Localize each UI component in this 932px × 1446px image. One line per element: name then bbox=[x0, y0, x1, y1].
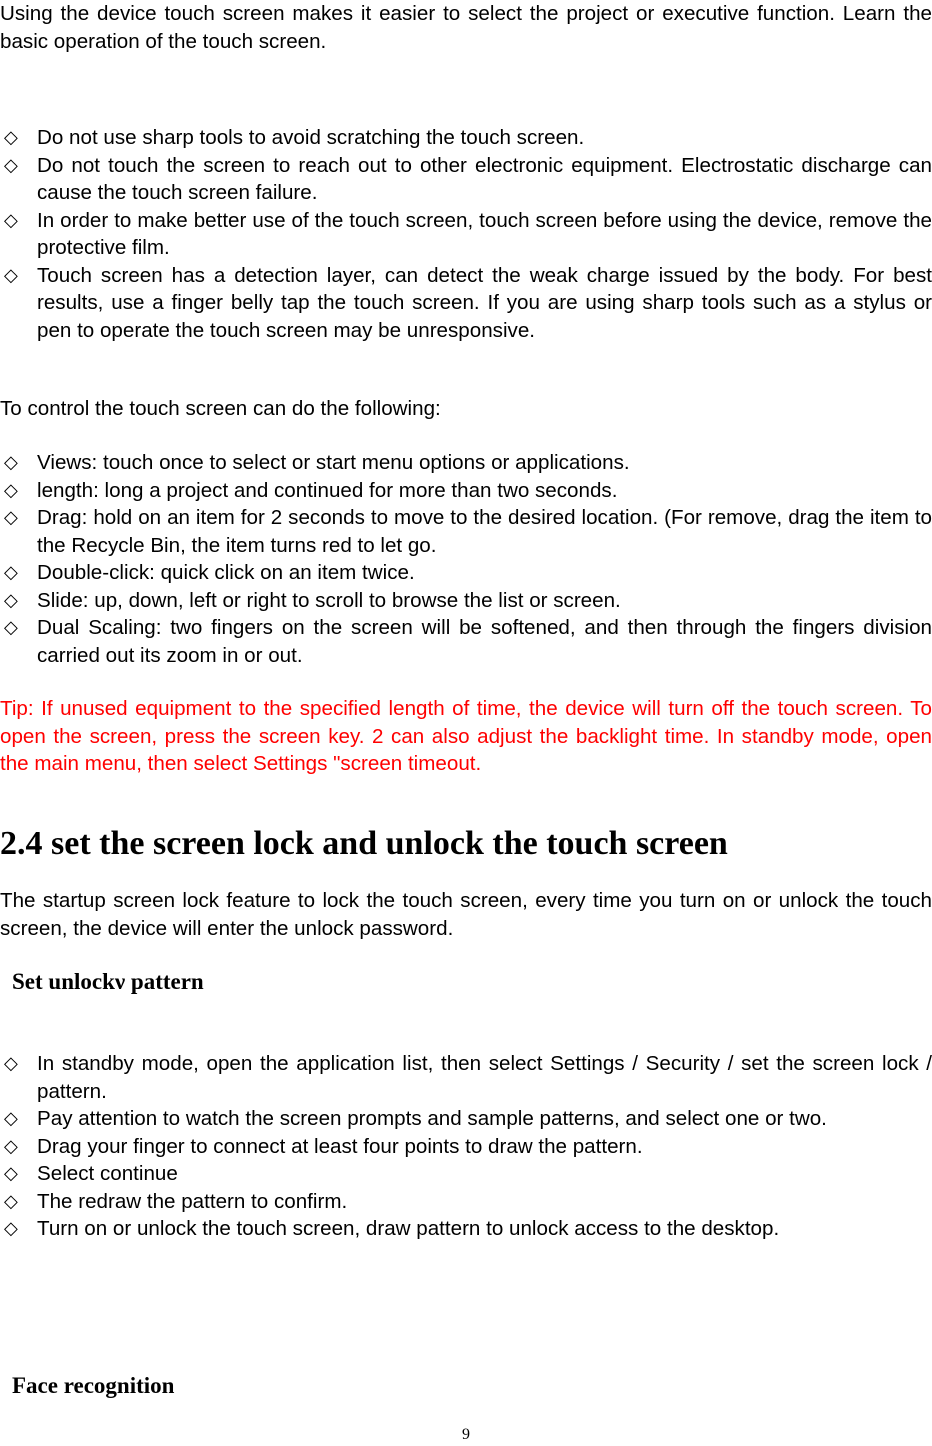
diamond-bullet-icon: ◇ bbox=[4, 1190, 18, 1212]
list-item: ◇ Drag your finger to connect at least four points to draw the pattern. bbox=[0, 1133, 932, 1161]
tip-paragraph: Tip: If unused equipment to the specified length of time, the device will turn off the touch screen. To open the screen, press the screen key. 2 can also adjust the backlight time. In standby mode, open the main menu, then select Settings "screen timeout. bbox=[0, 697, 932, 775]
diamond-bullet-icon: ◇ bbox=[4, 127, 18, 148]
diamond-bullet-icon: ◇ bbox=[4, 562, 18, 583]
list-item: ◇ Drag: hold on an item for 2 seconds to move to the desired location. (For remove, drag the item to the Recycle Bin, the item turns red to let go. bbox=[4, 506, 932, 557]
face-recognition-heading: Face recognition bbox=[12, 1373, 175, 1398]
diamond-bullet-icon: ◇ bbox=[4, 1218, 18, 1239]
intro-paragraph: Using the device touch screen makes it easier to select the project or executive function. Learn the basic operation of the touch screen. bbox=[0, 2, 932, 53]
diamond-bullet-icon: ◇ bbox=[4, 209, 18, 231]
list-item: ◇ length: long a project and continued for more than two seconds. bbox=[0, 477, 932, 505]
list-item: ◇ Dual Scaling: two fingers on the screen will be softened, and then through the fingers division carried out its zoom in or out. bbox=[4, 616, 932, 667]
unlock-steps-list bbox=[0, 1050, 932, 1243]
unlock-pattern-heading: Set unlockν pattern bbox=[12, 969, 204, 994]
diamond-bullet-icon: ◇ bbox=[4, 154, 18, 176]
list-item: ◇ Do not touch the screen to reach out to other electronic equipment. Electrostatic discharge can cause the touch screen failure. bbox=[4, 153, 932, 204]
list-item: ◇ In standby mode, open the application list, then select Settings / Security / set the screen lock / pattern. bbox=[4, 1052, 932, 1103]
control-list bbox=[0, 449, 932, 669]
diamond-bullet-icon: ◇ bbox=[4, 479, 18, 501]
diamond-bullet-icon: ◇ bbox=[4, 617, 18, 638]
list-item: ◇ The redraw the pattern to confirm. bbox=[0, 1188, 932, 1216]
diamond-bullet-icon: ◇ bbox=[4, 264, 18, 286]
list-item: ◇ Select continue bbox=[0, 1160, 932, 1188]
list-item: ◇ Pay attention to watch the screen prompts and sample patterns, and select one or two. bbox=[0, 1105, 932, 1133]
list-item: ◇ Double-click: quick click on an item twice. bbox=[0, 559, 932, 587]
diamond-bullet-icon: ◇ bbox=[4, 452, 18, 473]
list-item: ◇ Touch screen has a detection layer, can detect the weak charge issued by the body. For best results, use a finger belly tap the touch screen. If you are using sharp tools such as a stylus or pen to operate the touch screen may be unresponsive. bbox=[4, 263, 932, 342]
diamond-bullet-icon: ◇ bbox=[4, 1135, 18, 1157]
caution-list bbox=[0, 124, 932, 344]
section-heading: 2.4 set the screen lock and unlock the touch screen bbox=[0, 825, 728, 862]
section-intro: The startup screen lock feature to lock the touch screen, every time you turn on or unlock the touch screen, the device will enter the unlock password. bbox=[0, 889, 932, 940]
list-item: ◇ Slide: up, down, left or right to scroll to browse the list or screen. bbox=[0, 587, 932, 615]
diamond-bullet-icon: ◇ bbox=[4, 1053, 18, 1074]
diamond-bullet-icon: ◇ bbox=[4, 589, 18, 611]
page-number: 9 bbox=[462, 1426, 470, 1443]
list-item: ◇ Views: touch once to select or start menu options or applications. bbox=[0, 449, 932, 477]
control-intro: To control the touch screen can do the following: bbox=[0, 397, 441, 420]
list-item: ◇ Do not use sharp tools to avoid scratching the touch screen. bbox=[0, 124, 932, 152]
list-item: ◇ In order to make better use of the touch screen, touch screen before using the device, remove the protective film. bbox=[4, 208, 932, 259]
list-item: ◇ Turn on or unlock the touch screen, draw pattern to unlock access to the desktop. bbox=[0, 1215, 932, 1243]
diamond-bullet-icon: ◇ bbox=[4, 507, 18, 528]
diamond-bullet-icon: ◇ bbox=[4, 1108, 18, 1129]
diamond-bullet-icon: ◇ bbox=[4, 1163, 18, 1184]
